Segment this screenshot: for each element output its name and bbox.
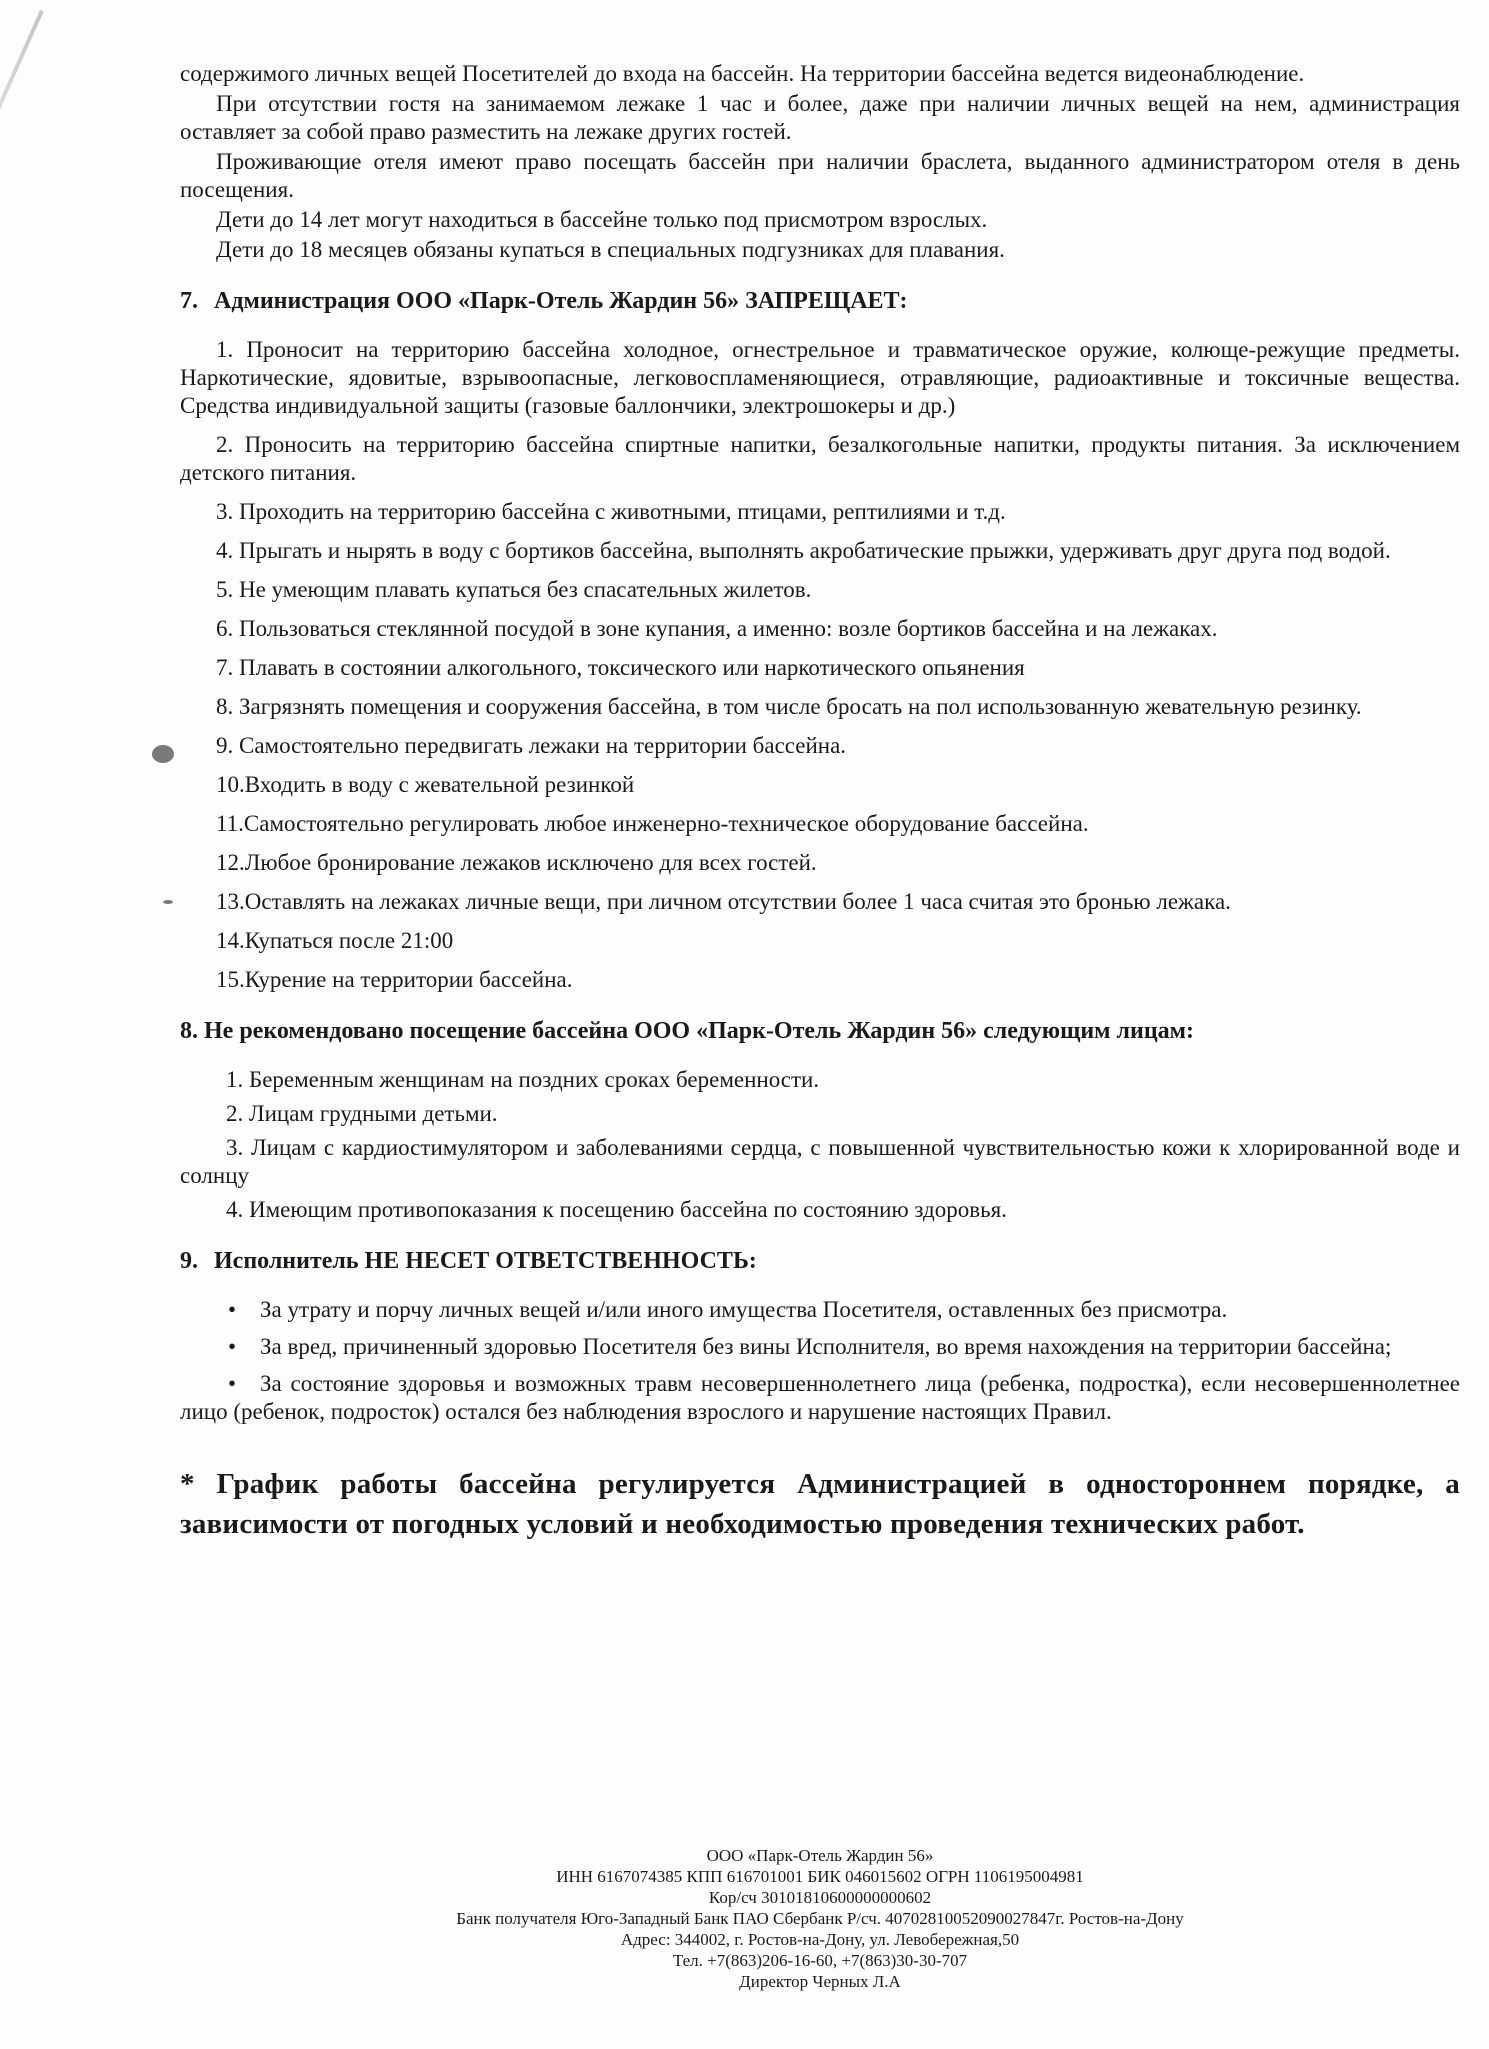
list-item: 12.Любое бронирование лежаков исключено для всех гостей. <box>216 850 817 875</box>
list-item: 1. Беременным женщинам на поздних сроках беременности. <box>226 1067 820 1092</box>
section-9-heading <box>180 1246 1460 1276</box>
section-9-list <box>180 1296 1460 1426</box>
section-9-number: 9. <box>180 1248 198 1274</box>
intro-paragraph: При отсутствии гостя на занимаемом лежаке 1 час и более, даже при наличии личных вещей на нем, администрация оставляет за собой право разместить на лежаке других гостей. <box>180 91 1460 144</box>
footer-line: Адрес: 344002, г. Ростов-на-Дону, ул. Левобережная,50 <box>620 1930 1020 1949</box>
list-item: 15.Курение на территории бассейна. <box>216 967 573 992</box>
footer-line: ООО «Парк-Отель Жардин 56» <box>706 1846 934 1865</box>
footer-line: Кор/сч 30101810600000000602 <box>708 1888 932 1907</box>
intro-paragraph: Дети до 14 лет могут находиться в бассейне только под присмотром взрослых. <box>216 207 988 232</box>
section-7-title: Администрация ООО «Парк-Отель Жардин 56» ЗАПРЕЩАЕТ: <box>214 288 908 314</box>
list-item: 7. Плавать в состоянии алкогольного, токсического или наркотического опьянения <box>216 655 1025 680</box>
list-item: 5. Не умеющим плавать купаться без спасательных жилетов. <box>216 577 812 602</box>
list-item: 4. Имеющим противопоказания к посещению бассейна по состоянию здоровья. <box>226 1197 1007 1222</box>
list-item: 1. Проносит на территорию бассейна холодное, огнестрельное и травматическое оружие, колюще-режущие предметы. Наркотические, ядовитые, взрывоопасные, легковоспламеняющиеся, отравляющие, радиоактивные и токсичные вещества. Средства индивидуальной защиты (газовые баллончики, электрошокеры и др.) <box>180 337 1460 418</box>
footer-line: Банк получателя Юго-Западный Банк ПАО Сбербанк Р/сч. 40702810052090027847г. Ростов-на-Дону <box>456 1909 1184 1928</box>
list-item: 13.Оставлять на лежаках личные вещи, при личном отсутствии более 1 часа считая это бронью лежака. <box>216 889 1231 914</box>
bullet-text: За утрату и порчу личных вещей и/или иного имущества Посетителя, оставленных без присмотра. <box>260 1297 1228 1322</box>
footer-line: Директор Черных Л.А <box>739 1972 901 1991</box>
bullet-item <box>180 1296 1460 1324</box>
list-item: 3. Лицам с кардиостимулятором и заболеваниями сердца, с повышенной чувствительностью кожи к хлорированной воде и солнцу <box>180 1135 1460 1188</box>
section-7-list <box>180 336 1460 994</box>
section-7-heading <box>180 286 1460 316</box>
scan-ink-blot <box>152 745 174 763</box>
bullet-text: За вред, причиненный здоровью Посетителя без вины Исполнителя, во время нахождения на территории бассейна; <box>260 1334 1392 1359</box>
bullet-icon: • <box>228 1334 237 1359</box>
bullet-icon: • <box>228 1297 237 1322</box>
bullet-icon: • <box>228 1371 237 1396</box>
list-item: 10.Входить в воду с жевательной резинкой <box>216 772 635 797</box>
scan-artifact-line <box>0 10 44 258</box>
intro-paragraph: Дети до 18 месяцев обязаны купаться в специальных подгузниках для плавания. <box>216 237 1005 262</box>
scan-ink-speck <box>163 900 173 904</box>
list-item: 4. Прыгать и нырять в воду с бортиков бассейна, выполнять акробатические прыжки, удерживать друг друга под водой. <box>216 538 1391 563</box>
intro-block <box>180 60 1460 264</box>
document-page <box>180 60 1460 1544</box>
bullet-item <box>180 1333 1460 1361</box>
section-8-list <box>180 1066 1460 1224</box>
section-7-number: 7. <box>180 288 198 314</box>
section-9-title: Исполнитель НЕ НЕСЕТ ОТВЕТСТВЕННОСТЬ: <box>214 1248 757 1274</box>
schedule-note: * График работы бассейна регулируется Администрацией в одностороннем порядке, а зависимости от погодных условий и необходимостью проведения технических работ. <box>180 1468 1460 1540</box>
list-item: 14.Купаться после 21:00 <box>216 928 454 953</box>
list-item: 2. Проносить на территорию бассейна спиртные напитки, безалкогольные напитки, продукты питания. За исключением детского питания. <box>180 432 1460 485</box>
list-item: 3. Проходить на территорию бассейна с животными, птицами, рептилиями и т.д. <box>216 499 1006 524</box>
list-item: 2. Лицам грудными детьми. <box>226 1101 498 1126</box>
list-item: 8. Загрязнять помещения и сооружения бассейна, в том числе бросать на пол использованную жевательную резинку. <box>216 694 1362 719</box>
intro-paragraph: Проживающие отеля имеют право посещать бассейн при наличии браслета, выданного администратором отеля в день посещения. <box>180 149 1460 202</box>
list-item: 11.Самостоятельно регулировать любое инженерно-техническое оборудование бассейна. <box>216 811 1089 836</box>
section-8-heading: 8. Не рекомендовано посещение бассейна ООО «Парк-Отель Жардин 56» следующим лицам: <box>180 1018 1194 1044</box>
list-item: 9. Самостоятельно передвигать лежаки на территории бассейна. <box>216 733 847 758</box>
footer-line: Тел. +7(863)206-16-60, +7(863)30-30-707 <box>672 1951 968 1970</box>
footer-line: ИНН 6167074385 КПП 616701001 БИК 046015602 ОГРН 1106195004981 <box>556 1867 1084 1886</box>
bullet-item <box>180 1370 1460 1426</box>
bullet-text: За состояние здоровья и возможных травм несовершеннолетнего лица (ребенка, подростка), если несовершеннолетнее лицо (ребенок, подросток) остался без наблюдения взрослого и нарушение настоящих Правил. <box>180 1371 1460 1424</box>
intro-paragraph: содержимого личных вещей Посетителей до входа на бассейн. На территории бассейна ведется видеонаблюдение. <box>180 61 1305 86</box>
company-requisites-footer <box>180 1845 1460 1992</box>
list-item: 6. Пользоваться стеклянной посудой в зоне купания, а именно: возле бортиков бассейна и на лежаках. <box>216 616 1218 641</box>
